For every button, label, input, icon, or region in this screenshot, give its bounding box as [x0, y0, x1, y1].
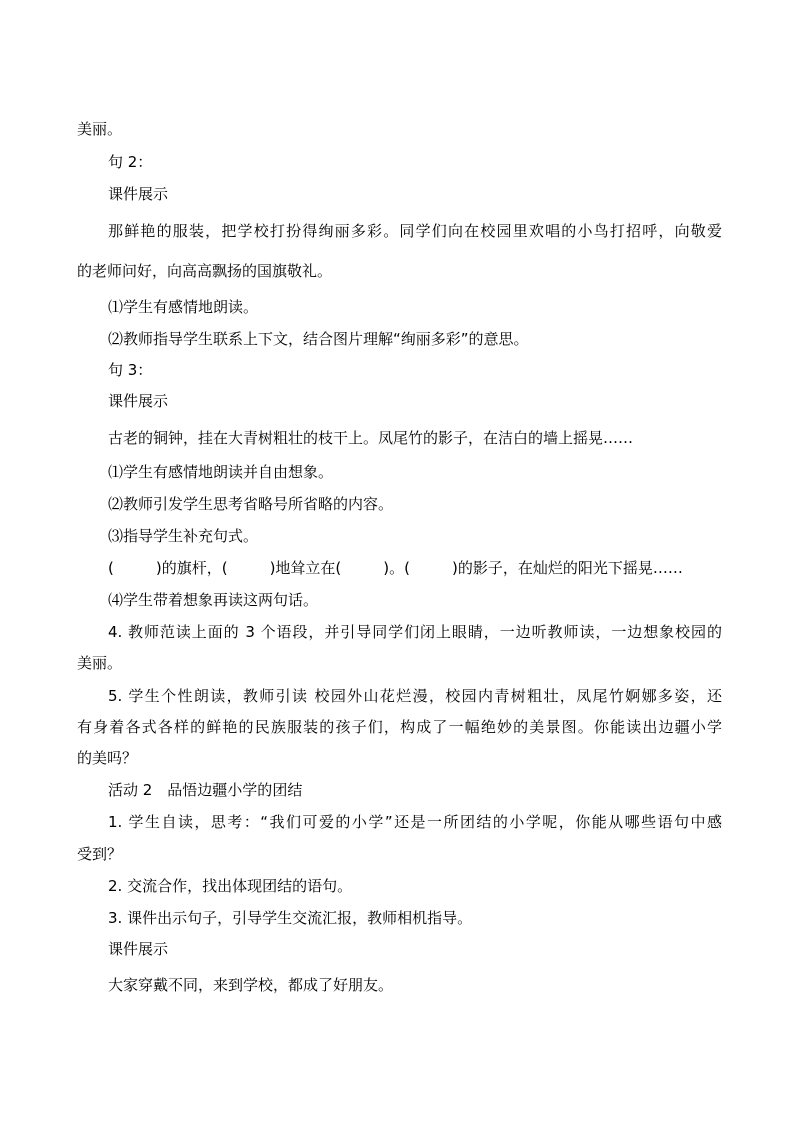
- numbered-item: 2. 交流合作，找出体现团结的语句。: [108, 877, 353, 895]
- step-item: ⑵教师引发学生思考省略号所省略的内容。: [108, 495, 394, 513]
- fill-text: )地耸立在(: [269, 559, 342, 577]
- numbered-item: 的美吗？: [77, 749, 138, 767]
- sentence-label: 句 2：: [108, 153, 153, 171]
- quoted-passage: 大家穿戴不同，来到学校，都成了好朋友。: [108, 976, 394, 994]
- fill-text: )。(: [383, 559, 411, 577]
- numbered-item: 受到？: [77, 845, 123, 863]
- fill-text: (: [108, 559, 114, 577]
- activity-heading: 活动 2 品悟边疆小学的团结: [108, 781, 303, 799]
- numbered-item: 有身着各式各样的鲜艳的民族服装的孩子们，构成了一幅绝妙的美景图。你能读出边疆小学: [77, 718, 722, 736]
- step-item: ⑵教师指导学生联系上下文，结合图片理解“绚丽多彩”的意思。: [108, 330, 529, 348]
- numbered-item: 美丽。: [77, 654, 123, 672]
- quoted-passage: 那鲜艳的服装，把学校打扮得绚丽多彩。同学们向在校园里欢唱的小鸟打招呼，向敬爱: [108, 222, 722, 240]
- slide-label: 课件展示: [108, 392, 169, 410]
- numbered-item: 5. 学生个性朗读，教师引读 校园外山花烂漫，校园内青树粗壮，凤尾竹婀娜多姿，还: [108, 687, 722, 705]
- quoted-passage: 的老师问好，向高高飘扬的国旗敬礼。: [77, 262, 333, 280]
- slide-label: 课件展示: [108, 940, 169, 958]
- step-item: ⑷学生带着想象再读这两句话。: [108, 591, 319, 609]
- sentence-label: 句 3：: [108, 361, 153, 379]
- numbered-item: 4. 教师范读上面的 3 个语段，并引导同学们闭上眼睛，一边听教师读，一边想象校园的: [108, 623, 722, 641]
- step-item: ⑴学生有感情地朗读。: [108, 298, 259, 316]
- quoted-passage: 古老的铜钟，挂在大青树粗壮的枝干上。凤尾竹的影子，在洁白的墙上摇晃……: [108, 429, 634, 447]
- fill-text: )的旗杆，(: [155, 559, 228, 577]
- fill-text: )的影子，在灿烂的阳光下摇晃……: [452, 559, 683, 577]
- text-line: 美丽。: [77, 120, 123, 138]
- step-item: ⑶指导学生补充句式。: [108, 527, 259, 545]
- numbered-item: 1. 学生自读，思考：“我们可爱的小学”还是一所团结的小学呢，你能从哪些语句中感: [108, 813, 722, 831]
- slide-label: 课件展示: [108, 185, 169, 203]
- numbered-item: 3. 课件出示句子，引导学生交流汇报，教师相机指导。: [108, 909, 473, 927]
- fill-in-sentence: [108, 557, 722, 579]
- step-item: ⑴学生有感情地朗读并自由想象。: [108, 463, 334, 481]
